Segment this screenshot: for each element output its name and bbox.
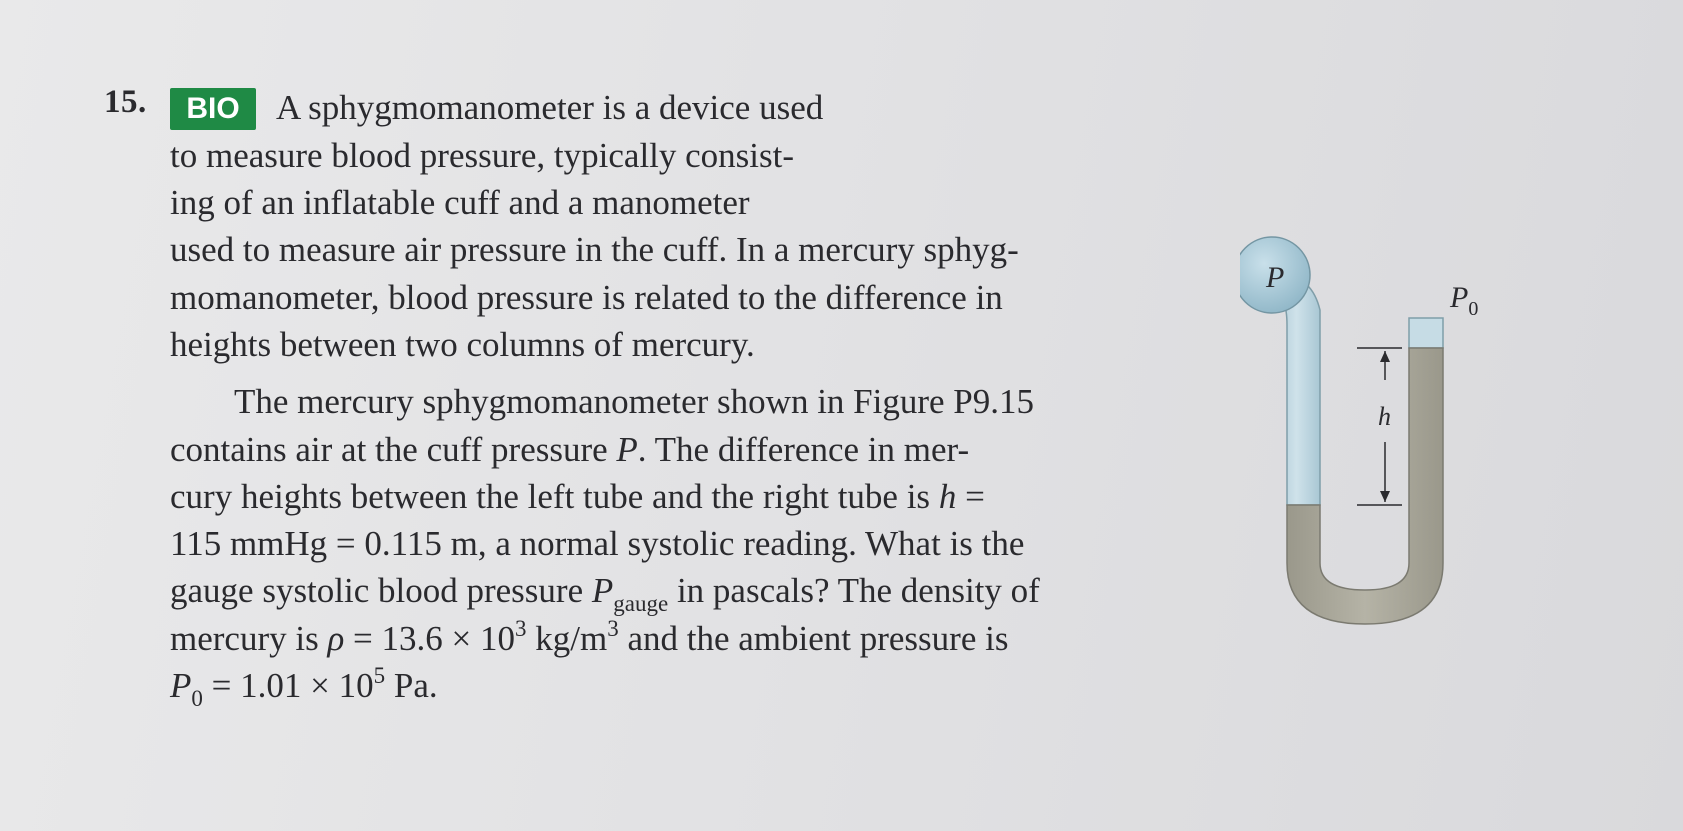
problem-text-line: $P_0 = 1.01 \times 10^5$ Pa. xyxy=(170,663,438,711)
var-rho: ρ xyxy=(327,619,345,658)
var-p0: P xyxy=(170,666,192,705)
problem-text-line: heights between two columns of mercury. xyxy=(170,325,755,364)
arrowhead-up xyxy=(1380,351,1390,362)
var-h: h xyxy=(938,477,957,516)
problem-text-line: ing of an inflatable cuff and a manometer xyxy=(170,183,750,222)
problem-text-line: used to measure air pressure in the cuff. In a mercury sphyg- xyxy=(170,230,1019,269)
problem-text-line: A sphygmomanometer is a device used xyxy=(276,88,824,127)
problem-number: 15. xyxy=(104,84,147,120)
problem-text-line: gauge systolic blood pressure $P_{gauge}$ in pascals? The density of xyxy=(170,571,1040,616)
problem-text-line: momanometer, blood pressure is related to the difference in xyxy=(170,278,1003,317)
problem-text-line: contains air at the cuff pressure P. The difference in mer- xyxy=(170,430,970,469)
var-p-gauge: P xyxy=(591,571,614,610)
problem-text-line: mercury is $\rho = 13.6 \times 10^3$ $kg/m^3$ and the ambient pressure is xyxy=(170,616,1009,658)
problem-text-line: cury heights between the left tube and the right tube is h = xyxy=(170,477,985,516)
var-p: P xyxy=(616,430,638,469)
problem-text-line: 115 mmHg = 0.115 m, a normal systolic reading. What is the xyxy=(170,524,1025,563)
arrowhead-down xyxy=(1380,491,1390,502)
bulb-label: P xyxy=(1266,261,1285,294)
height-label: h xyxy=(1378,402,1391,431)
manometer-figure xyxy=(1240,230,1570,650)
bio-badge: BIO xyxy=(170,88,256,130)
ambient-label: $P_0$ xyxy=(1450,281,1479,320)
problem-text-line: to measure blood pressure, typically consist- xyxy=(170,136,795,175)
right-tube-top xyxy=(1409,318,1443,348)
problem-text-line: The mercury sphygmomanometer shown in Figure P9.15 xyxy=(234,382,1035,421)
